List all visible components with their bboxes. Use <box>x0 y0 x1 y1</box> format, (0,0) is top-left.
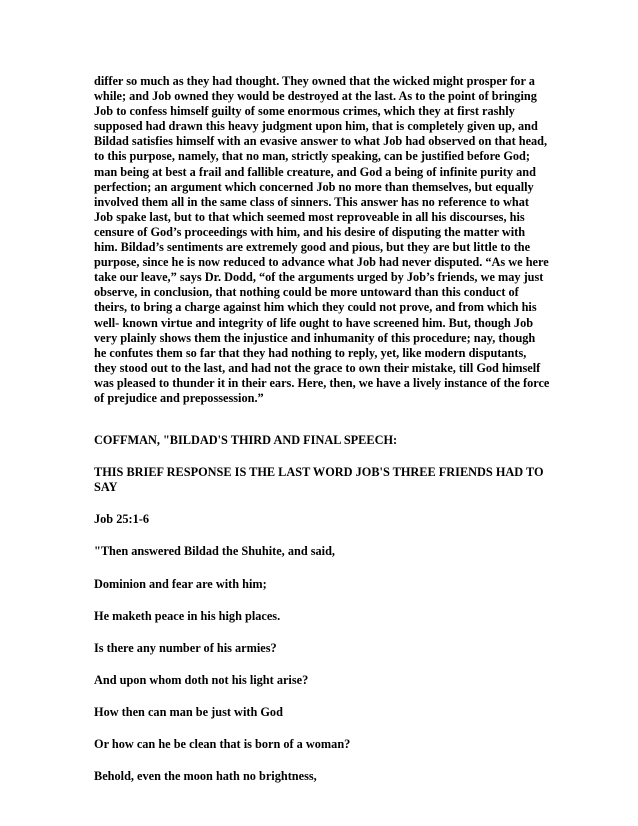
verse-line: How then can man be just with God <box>94 704 283 719</box>
verse-line: Is there any number of his armies? <box>94 640 277 655</box>
verse-line: Dominion and fear are with him; <box>94 576 267 591</box>
commentary-paragraph: differ so much as they had thought. They owned that the wicked might prosper for a while; and Job owned they would be destroyed at the last. As to the point of bringing Job to confess himself guilty of some enormous crimes, which they at first rashly supposed had drawn this heavy judgment upon him, that is completely given up, and Bildad satisfies himself with an evasive answer to what Job had observed on that head, to this purpose, namely, that no man, strictly speaking, can be justified before God; man being at best a frail and fallible creature, and God a being of infinite purity and perfection; an argument which concerned Job no more than themselves, but equally involved them all in the same class of sinners. This answer has no reference to what Job spake last, but to that which seemed most reproveable in all his discourses, his censure of God’s proceedings with him, and his desire of disputing the matter with him. Bildad’s sentiments are extremely good and pious, but they are but little to the purpose, since he is now reduced to advance what Job had never disputed. “As we here take our leave,” says Dr. Dodd, “of the arguments urged by Job’s friends, we may just observe, in conclusion, that nothing could be more untoward than this conduct of theirs, to bring a charge against him which they could not prove, and from which his well- known virtue and integrity of life ought to have screened him. But, though Job very plainly shows them the injustice and inhumanity of this procedure; nay, though he confutes them so far that they had nothing to reply, yet, like modern disputants, they stood out to the last, and had not the grace to own their mistake, till God himself was pleased to thunder it in their ears. Here, then, we have a lively instance of the force of prejudice and prepossession.” <box>94 74 550 405</box>
verse-line: He maketh peace in his high places. <box>94 608 281 623</box>
verse-line: Behold, even the moon hath no brightness, <box>94 769 317 784</box>
verse-line: And upon whom doth not his light arise? <box>94 672 309 687</box>
section-heading: COFFMAN, "BILDAD'S THIRD AND FINAL SPEECH: <box>94 433 398 448</box>
scripture-reference: Job 25:1-6 <box>94 512 149 527</box>
verse-line: "Then answered Bildad the Shuhite, and said, <box>94 544 335 559</box>
verse-line: Or how can he be clean that is born of a woman? <box>94 737 351 751</box>
subsection-heading: THIS BRIEF RESPONSE IS THE LAST WORD JOB'S THREE FRIENDS HAD TO SAY <box>94 465 544 495</box>
document-page <box>94 74 550 784</box>
